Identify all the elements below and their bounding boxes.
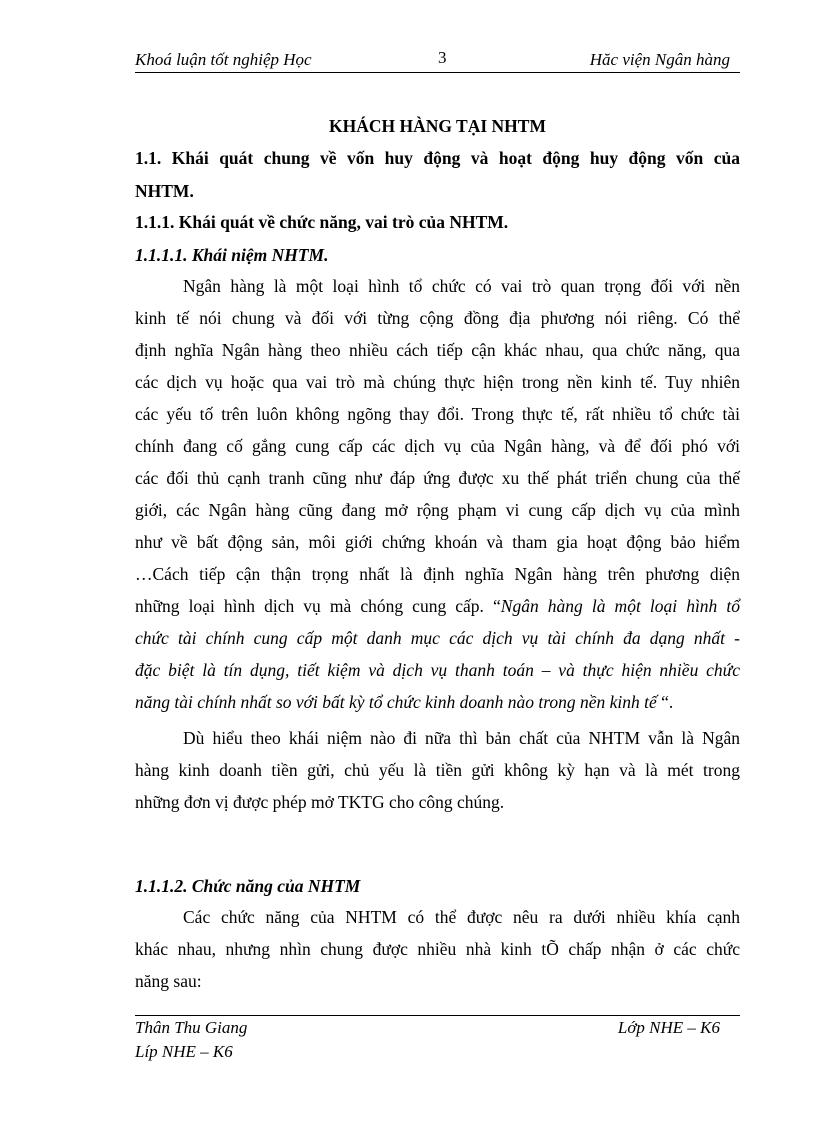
quote-line: đặc biệt là tín dụng, tiết kiệm và dịch vụ thanh toán – và thực hiện nhiều chức xyxy=(135,660,740,680)
paragraph-line: năng sau: xyxy=(135,971,202,991)
header-right: Hăc viện Ngân hàng xyxy=(589,50,730,69)
paragraph-line: khác nhau, nhưng nhìn chung được nhiều nhà kinh tÕ chấp nhận ở các chức xyxy=(135,939,740,959)
paragraph-line: định nghĩa Ngân hàng theo nhiều cách tiếp cận khác nhau, qua chức năng, qua xyxy=(135,340,740,360)
text-italic-quote: Ngân hàng là một loại hình tổ xyxy=(500,596,740,616)
heading-3: 1.1.1.1. Khái niệm NHTM. xyxy=(135,245,329,265)
section-title: KHÁCH HÀNG TẠI NHTM xyxy=(329,116,546,136)
footer-author: Thân Thu Giang xyxy=(135,1018,248,1037)
paragraph-line: Các chức năng của NHTM có thể được nêu ra dưới nhiều khía cạnh xyxy=(183,907,740,927)
text-italic-quote: năng tài chính nhất so với bất kỳ tổ chức kinh doanh nào trong nền kinh tế xyxy=(135,692,657,712)
page-footer xyxy=(135,1015,740,1061)
paragraph-line: Dù hiểu theo khái niệm nào đi nữa thì bản chất của NHTM vẫn là Ngân xyxy=(183,728,740,748)
paragraph-line: các yếu tố trên luôn không ngõng thay đổi. Trong thực tế, rất nhiều tổ chức tài xyxy=(135,404,740,424)
paragraph-line: các đối thủ cạnh tranh cũng như đáp ứng được xu thế phát triển chung của thế xyxy=(135,468,740,488)
heading-2: 1.1.1. Khái quát về chức năng, vai trò của NHTM. xyxy=(135,212,509,232)
paragraph-line: hàng kinh doanh tiền gửi, chủ yếu là tiền gửi không kỳ hạn và là mét trong xyxy=(135,760,740,780)
paragraph-line: Ngân hàng là một loại hình tổ chức có vai trò quan trọng đối với nền xyxy=(183,276,740,296)
page-header xyxy=(135,48,740,73)
page-number: 3 xyxy=(438,48,447,67)
paragraph-line: giới, các Ngân hàng cũng đang mở rộng phạm vi cung cấp dịch vụ của mình xyxy=(135,500,740,520)
footer-class-right: Lớp NHE – K6 xyxy=(617,1018,720,1037)
paragraph-line: như về bất động sản, môi giới chứng khoán và tham gia hoạt động bảo hiểm xyxy=(135,532,740,552)
quote-line: chức tài chính cung cấp một danh mục các dịch vụ tài chính đa dạng nhất - xyxy=(135,628,740,648)
paragraph-line: các dịch vụ hoặc qua vai trò mà chúng thực hiện trong nền kinh tế. Tuy nhiên xyxy=(135,372,740,392)
footer-class-left: Líp NHE – K6 xyxy=(135,1042,233,1061)
text-normal: những loại hình dịch vụ mà chóng cung cấp. “ xyxy=(135,596,501,616)
paragraph-line-mixed xyxy=(135,596,740,617)
heading-1-line2: NHTM. xyxy=(135,181,194,201)
paragraph-line: những đơn vị được phép mở TKTG cho công chúng. xyxy=(135,792,505,812)
paragraph-line: …Cách tiếp cận thận trọng nhất là định nghĩa Ngân hàng trên phương diện xyxy=(135,564,740,584)
heading-1-line1: 1.1. Khái quát chung về vốn huy động và hoạt động huy động vốn của xyxy=(135,148,740,168)
heading-4: 1.1.1.2. Chức năng của NHTM xyxy=(135,876,361,896)
header-left: Khoá luận tốt nghiệp Học xyxy=(135,50,312,69)
paragraph-line: kinh tế nói chung và đối với từng cộng đồng địa phương nói riêng. Có thể xyxy=(135,308,740,328)
text-normal: “. xyxy=(656,692,674,712)
quote-line-end xyxy=(135,692,740,713)
paragraph-line: chính đang cố gắng cung cấp các dịch vụ của Ngân hàng, và để đối phó với xyxy=(135,436,740,456)
